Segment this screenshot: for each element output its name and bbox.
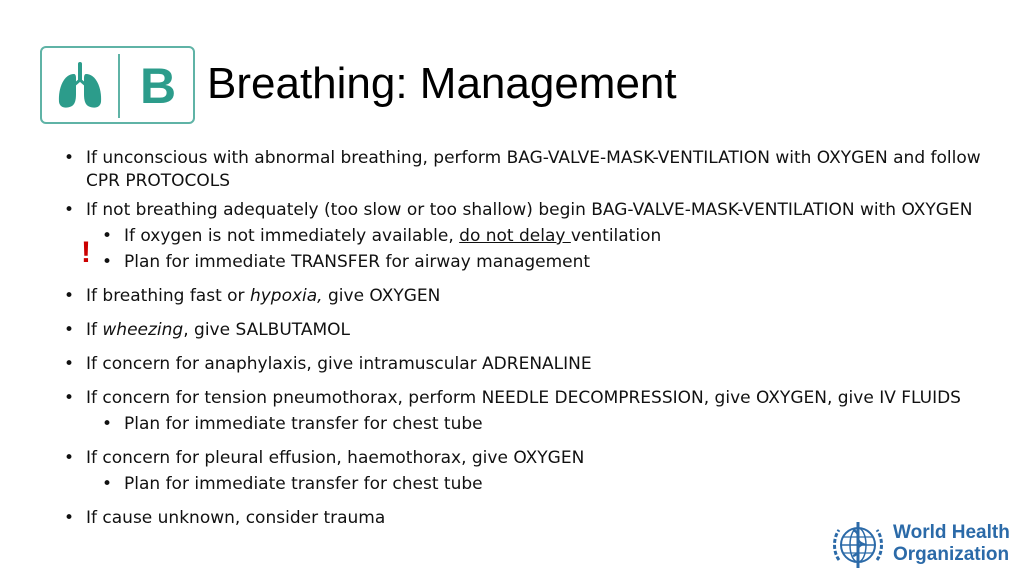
who-logo: [829, 516, 1019, 574]
list-item: • If breathing fast or hypoxia, give OXYGEN: [62, 285, 1002, 308]
list-item: • If wheezing, give SALBUTAMOL: [62, 319, 1002, 342]
bullet-list: [62, 147, 1002, 536]
list-item: • If concern for anaphylaxis, give intramuscular ADRENALINE: [62, 353, 1002, 376]
logo-letter: B: [139, 58, 177, 114]
sub-list-item: • If oxygen is not immediately available, do not delay ventilation: [62, 225, 1002, 248]
who-wordmark: World Health Organization: [893, 522, 1010, 565]
list-item: • If unconscious with abnormal breathing, perform BAG-VALVE-MASK-VENTILATION with OXYGEN and follow CPR PROTOCOLS: [62, 147, 1002, 193]
alert-icon: !: [81, 236, 91, 269]
list-item: • If cause unknown, consider trauma: [62, 507, 1002, 530]
emphasis-underline: do not delay: [459, 226, 571, 246]
list-item: • If concern for tension pneumothorax, perform NEEDLE DECOMPRESSION, give OXYGEN, give IV FLUIDS: [62, 387, 1002, 410]
sub-list-item: • Plan for immediate transfer for chest tube: [62, 473, 1002, 496]
sub-list-item: • Plan for immediate transfer for chest tube: [62, 413, 1002, 436]
lungs-icon: [54, 60, 106, 112]
sub-list-item: • Plan for immediate TRANSFER for airway management: [62, 251, 1002, 274]
list-item: • If concern for pleural effusion, haemothorax, give OXYGEN: [62, 447, 1002, 470]
list-item: • If not breathing adequately (too slow or too shallow) begin BAG-VALVE-MASK-VENTILATION with OXYGEN: [62, 199, 1002, 222]
logo-divider: [118, 54, 120, 118]
breathing-logo: [40, 46, 195, 124]
page-title: Breathing: Management: [207, 59, 677, 108]
who-emblem-icon: [829, 516, 887, 574]
